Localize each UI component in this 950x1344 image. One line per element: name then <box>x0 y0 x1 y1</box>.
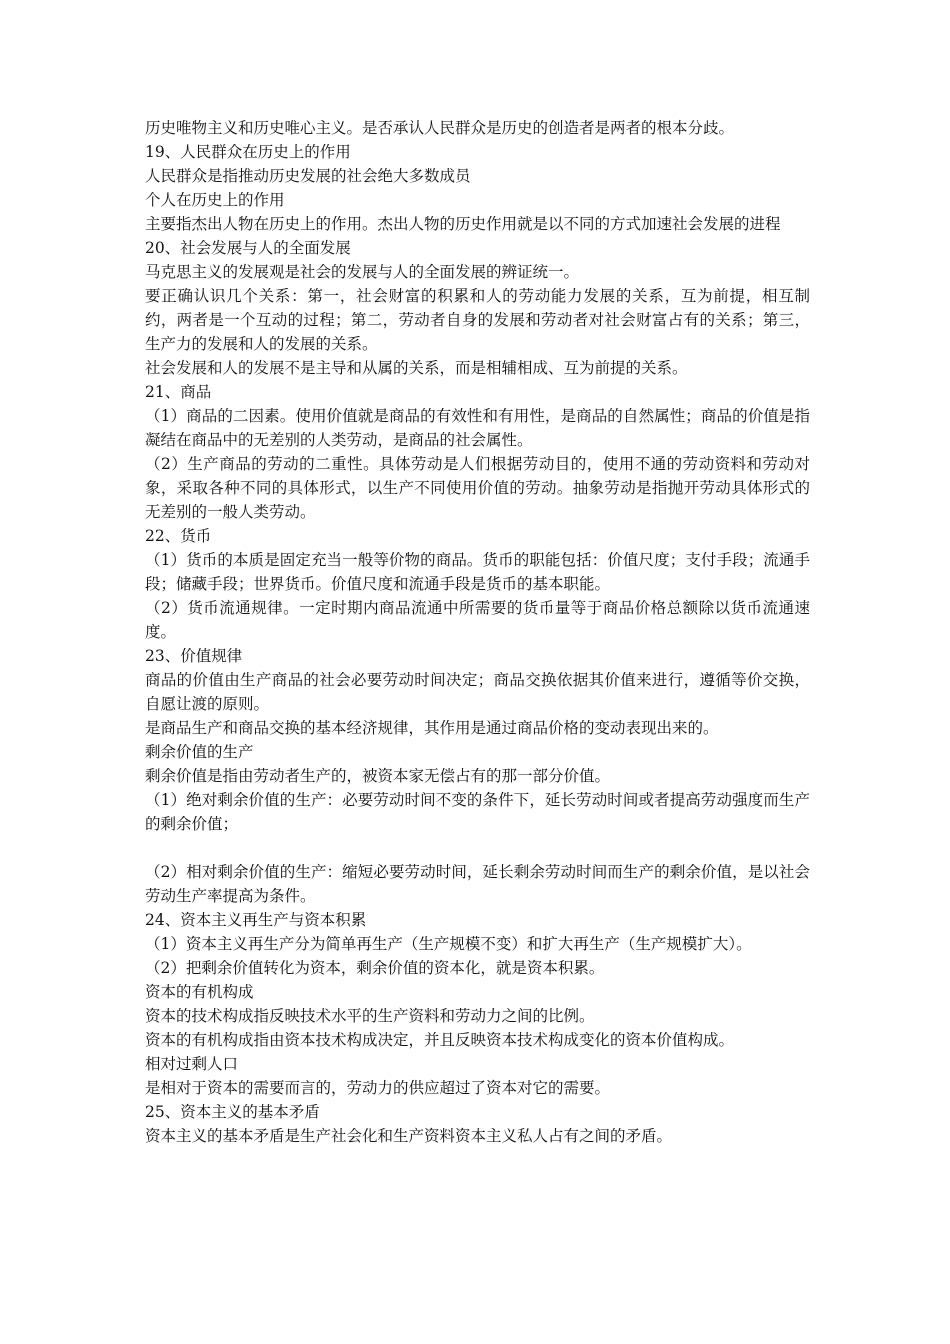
paragraph: 历史唯物主义和历史唯心主义。是否承认人民群众是历史的创造者是两者的根本分歧。 <box>145 119 735 137</box>
document-body <box>145 116 810 1148</box>
subheading: 剩余价值的生产 <box>145 743 254 761</box>
paragraph: 剩余价值是指由劳动者生产的，被资本家无偿占有的那一部分价值。 <box>145 767 611 785</box>
subheading: 资本的有机构成 <box>145 983 254 1001</box>
paragraph: 社会发展和人的发展不是主导和从属的关系，而是相辅相成、互为前提的关系。 <box>145 359 688 377</box>
section-heading: 24、资本主义再生产与资本积累 <box>145 911 367 929</box>
section-heading: 19、人民群众在历史上的作用 <box>145 143 351 161</box>
paragraph: 主要指杰出人物在历史上的作用。杰出人物的历史作用就是以不同的方式加速社会发展的进程 <box>145 215 781 233</box>
paragraph: （1）商品的二因素。使用价值就是商品的有效性和有用性，是商品的自然属性；商品的价值是指凝结在商品中的无差别的人类劳动，是商品的社会属性。 <box>145 407 810 449</box>
paragraph: 商品的价值由生产商品的社会必要劳动时间决定；商品交换依据其价值来进行，遵循等价交换，自愿让渡的原则。 <box>145 671 810 713</box>
paragraph: （1）资本主义再生产分为简单再生产（生产规模不变）和扩大再生产（生产规模扩大）。 <box>145 935 752 953</box>
paragraph: （2）把剩余价值转化为资本，剩余价值的资本化，就是资本积累。 <box>145 959 605 977</box>
paragraph: 资本的有机构成指由资本技术构成决定，并且反映资本技术构成变化的资本价值构成。 <box>145 1031 735 1049</box>
paragraph: 马克思主义的发展观是社会的发展与人的全面发展的辨证统一。 <box>145 263 580 281</box>
subheading: 个人在历史上的作用 <box>145 191 285 209</box>
section-heading: 25、资本主义的基本矛盾 <box>145 1103 320 1121</box>
paragraph: 是商品生产和商品交换的基本经济规律，其作用是通过商品价格的变动表现出来的。 <box>145 719 719 737</box>
paragraph: 人民群众是指推动历史发展的社会绝大多数成员 <box>145 167 471 185</box>
paragraph: （2）生产商品的劳动的二重性。具体劳动是人们根据劳动目的，使用不通的劳动资料和劳动对象，采取各种不同的具体形式，以生产不同使用价值的劳动。抽象劳动是指抛开劳动具体形式的无差别的一般人类劳动。 <box>145 455 810 521</box>
subheading: 相对过剩人口 <box>145 1055 239 1073</box>
blank-line <box>145 836 810 860</box>
section-heading: 23、价值规律 <box>145 647 243 665</box>
paragraph: （2）货币流通规律。一定时期内商品流通中所需要的货币量等于商品价格总额除以货币流通速度。 <box>145 599 810 641</box>
paragraph: 要正确认识几个关系：第一，社会财富的积累和人的劳动能力发展的关系，互为前提，相互制约，两者是一个互动的过程；第二，劳动者自身的发展和劳动者对社会财富占有的关系；第三，生产力的发展和人的发展的关系。 <box>145 287 810 353</box>
paragraph: （1）货币的本质是固定充当一般等价物的商品。货币的职能包括：价值尺度；支付手段；流通手段；储藏手段；世界货币。价值尺度和流通手段是货币的基本职能。 <box>145 551 810 593</box>
paragraph: 资本的技术构成指反映技术水平的生产资料和劳动力之间的比例。 <box>145 1007 595 1025</box>
paragraph: （1）绝对剩余价值的生产：必要劳动时间不变的条件下，延长劳动时间或者提高劳动强度而生产的剩余价值； <box>145 791 810 833</box>
paragraph: 资本主义的基本矛盾是生产社会化和生产资料资本主义私人占有之间的矛盾。 <box>145 1127 673 1145</box>
paragraph: （2）相对剩余价值的生产：缩短必要劳动时间，延长剩余劳动时间而生产的剩余价值，是以社会劳动生产率提高为条件。 <box>145 863 810 905</box>
paragraph: 是相对于资本的需要而言的，劳动力的供应超过了资本对它的需要。 <box>145 1079 611 1097</box>
section-heading: 22、货币 <box>145 527 212 545</box>
section-heading: 21、商品 <box>145 383 212 401</box>
section-heading: 20、社会发展与人的全面发展 <box>145 239 351 257</box>
